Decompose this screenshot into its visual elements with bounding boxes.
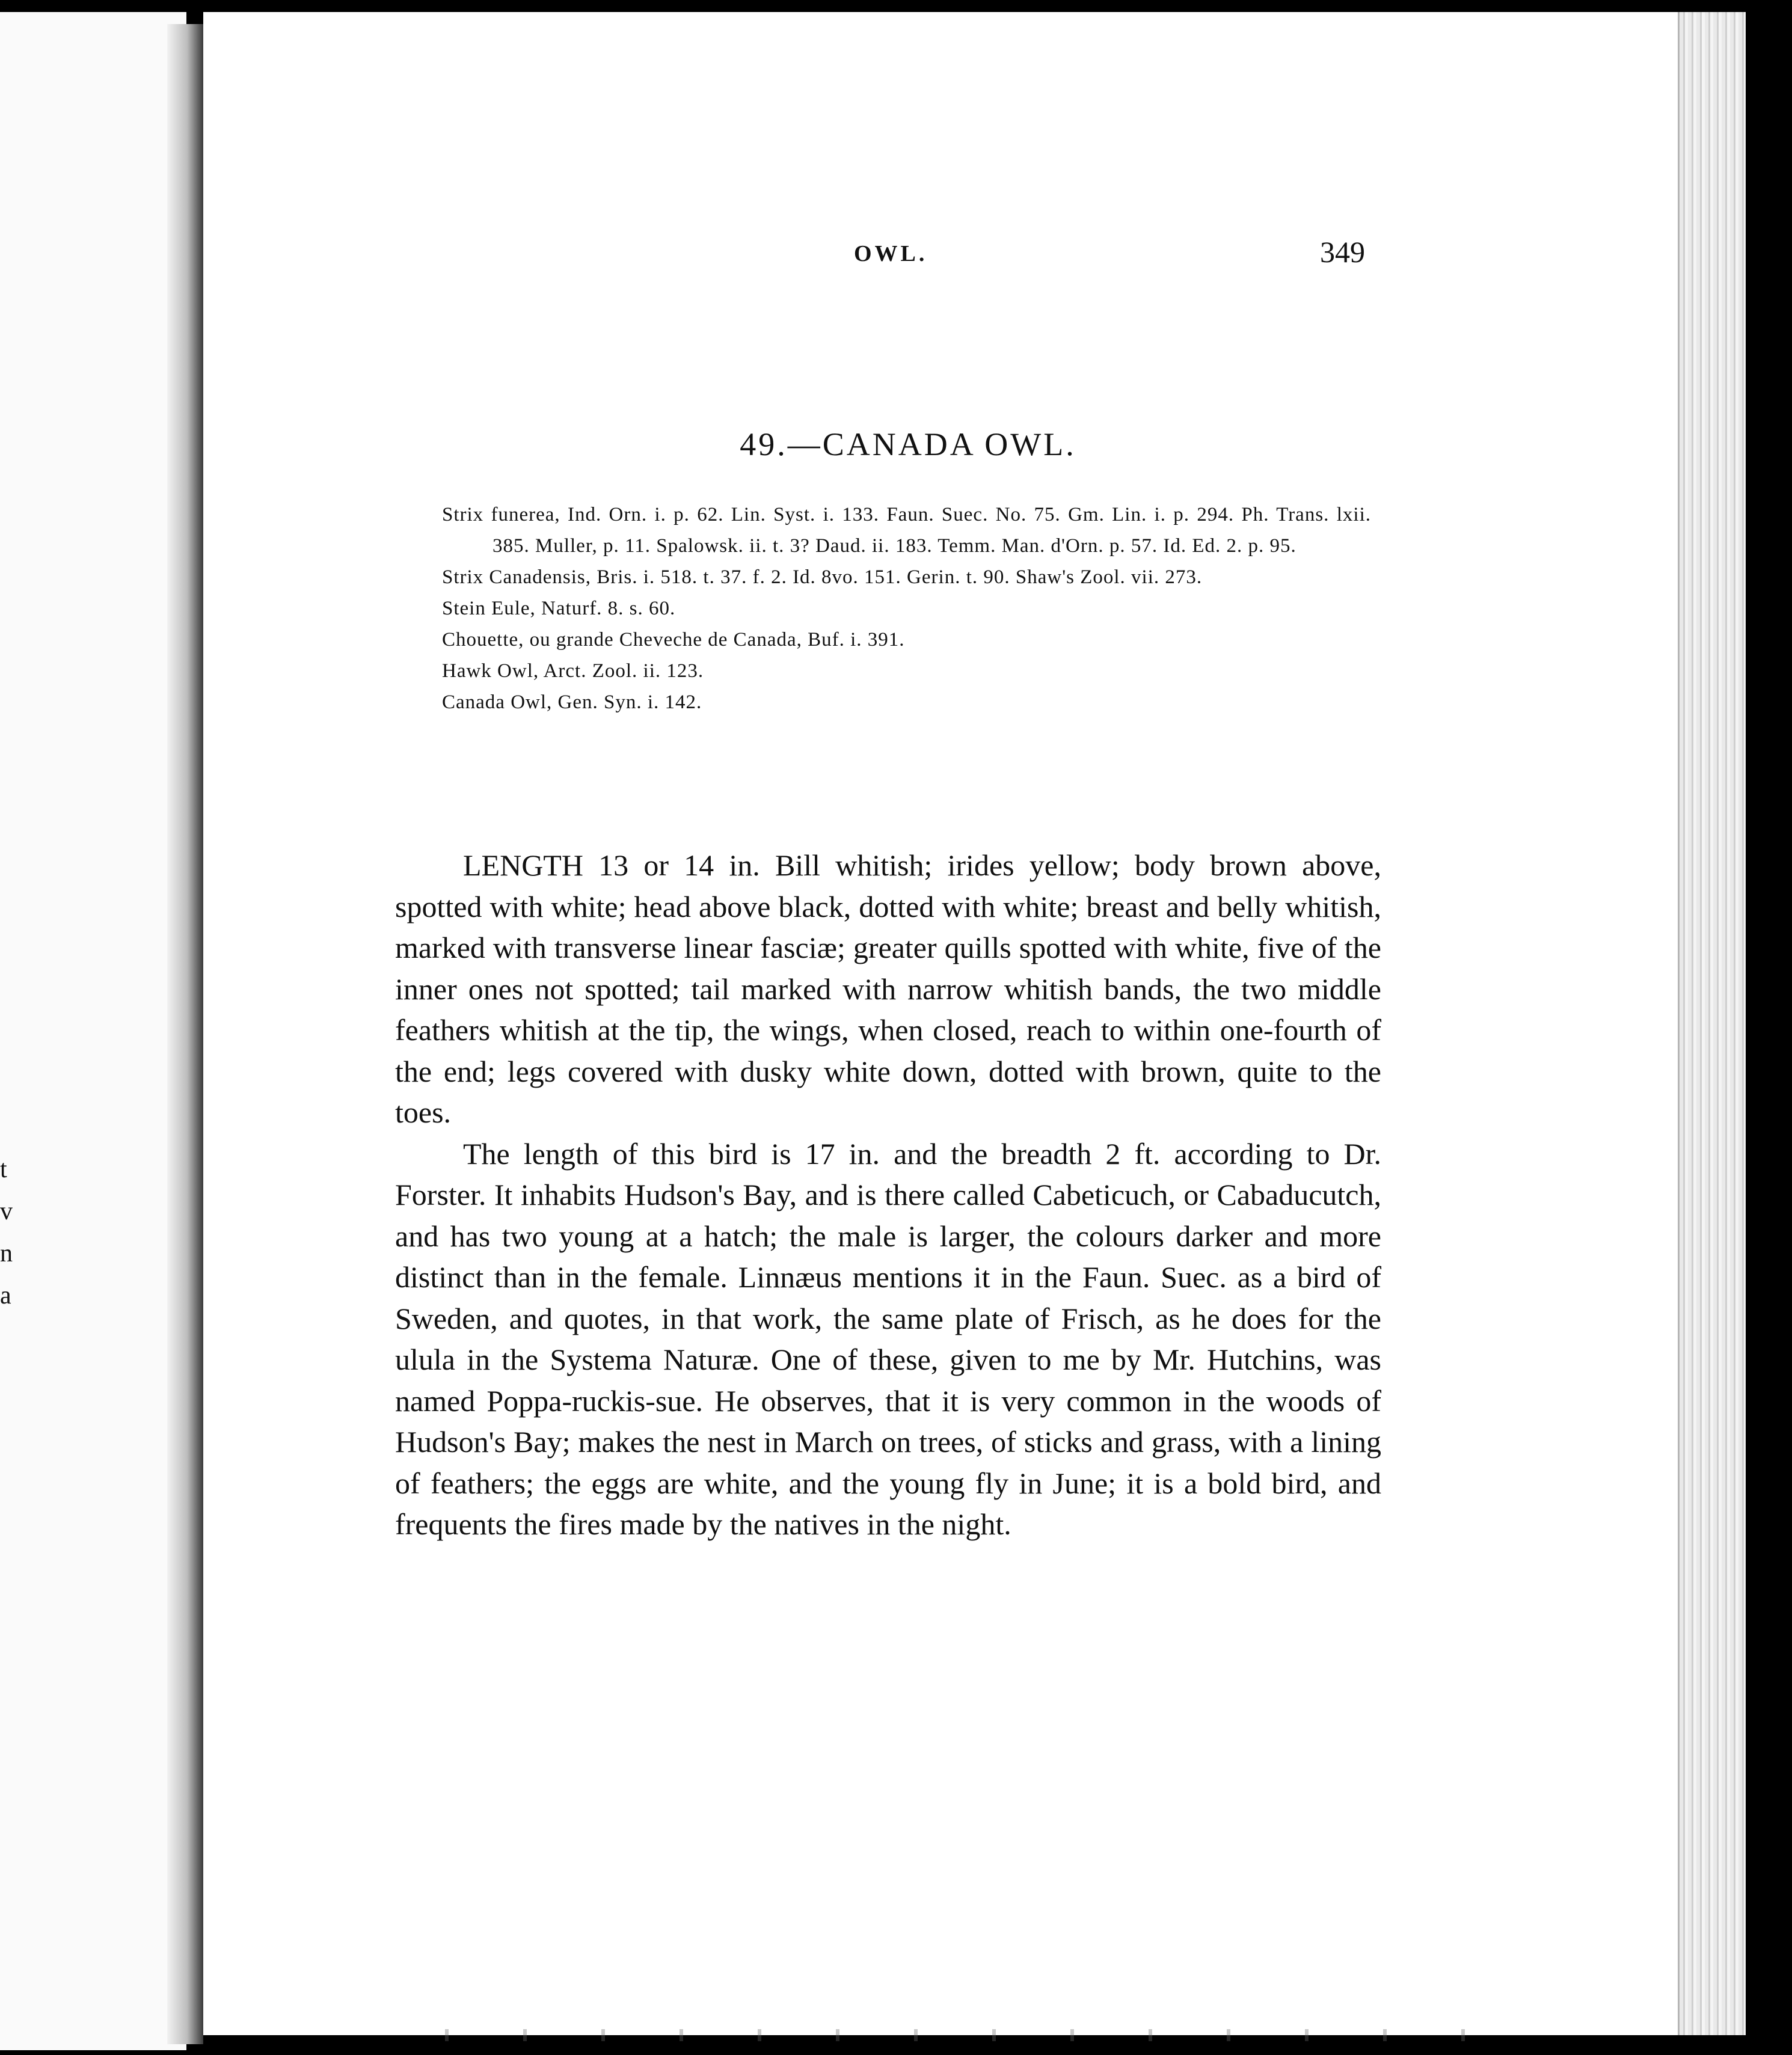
article-title: 49.—CANADA OWL. — [740, 426, 1076, 462]
left-fragment: t — [0, 1156, 7, 1183]
scan-speckle — [421, 2029, 1503, 2041]
page-edges — [1678, 12, 1746, 2035]
left-fragment: v — [0, 1198, 13, 1225]
description-paragraph: LENGTH 13 or 14 in. Bill whitish; irides yellow; body brown above, spotted with white; head above black, dotted with white; breast and belly whitish, marked with transverse linear fasciæ; greater quills spotted with white, five of the inner ones not spotted; tail marked with narrow whitish bands, the two middle feathers whitish at the tip, the wings, when closed, reach to within one-fourth of the end; legs covered with dusky white down, dotted with brown, quite to the toes. — [395, 848, 1381, 1129]
description-body — [395, 845, 1381, 1545]
synonym-entry: Chouette, ou grande Cheveche de Canada, Buf. i. 391. — [442, 629, 905, 651]
synonym-entry: Stein Eule, Naturf. 8. s. 60. — [442, 598, 676, 619]
synonym-entry: Strix funerea, Ind. Orn. i. p. 62. Lin. Syst. i. 133. Faun. Suec. No. 75. Gm. Lin. i. p. 294. Ph. Trans. lxii. 385. Muller, p. 11. Spalowsk. ii. t. 3? Daud. ii. 183. Temm. Man. d'Orn. p. 57. Id. Ed. 2. p. 95. — [442, 504, 1371, 557]
synonym-entry: Canada Owl, Gen. Syn. i. 142. — [442, 691, 702, 713]
page-number: 349 — [1320, 235, 1365, 269]
left-page-fragments — [0, 1148, 18, 1317]
running-head: OWL. — [854, 241, 928, 266]
synonymy-list — [442, 499, 1371, 718]
gutter-shadow — [167, 24, 203, 2044]
description-paragraph: The length of this bird is 17 in. and the breadth 2 ft. according to Dr. Forster. It inhabits Hudson's Bay, and is there called Cabeticuch, or Cabaducutch, and has two young at a hatch; the male is larger, the colours darker and more distinct than in the female. Linnæus mentions it in the Faun. Suec. as a bird of Sweden, and quotes, in that work, the same plate of Frisch, as he does for the ulula in the Systema Naturæ. One of these, given to me by Mr. Hutchins, was named Poppa-ruckis-sue. He observes, that it is very common in the woods of Hudson's Bay; makes the nest in March on trees, of sticks and grass, with a lining of feathers; the eggs are white, and the young fly in June; it is a bold bird, and frequents the fires made by the natives in the night. — [395, 1136, 1381, 1541]
synonym-entry: Hawk Owl, Arct. Zool. ii. 123. — [442, 660, 704, 682]
left-fragment: n — [0, 1240, 13, 1267]
left-page — [0, 12, 186, 2050]
synonym-entry: Strix Canadensis, Bris. i. 518. t. 37. f. 2. Id. 8vo. 151. Gerin. t. 90. Shaw's Zool. vii. 273. — [442, 566, 1203, 588]
left-fragment: a — [0, 1282, 11, 1309]
